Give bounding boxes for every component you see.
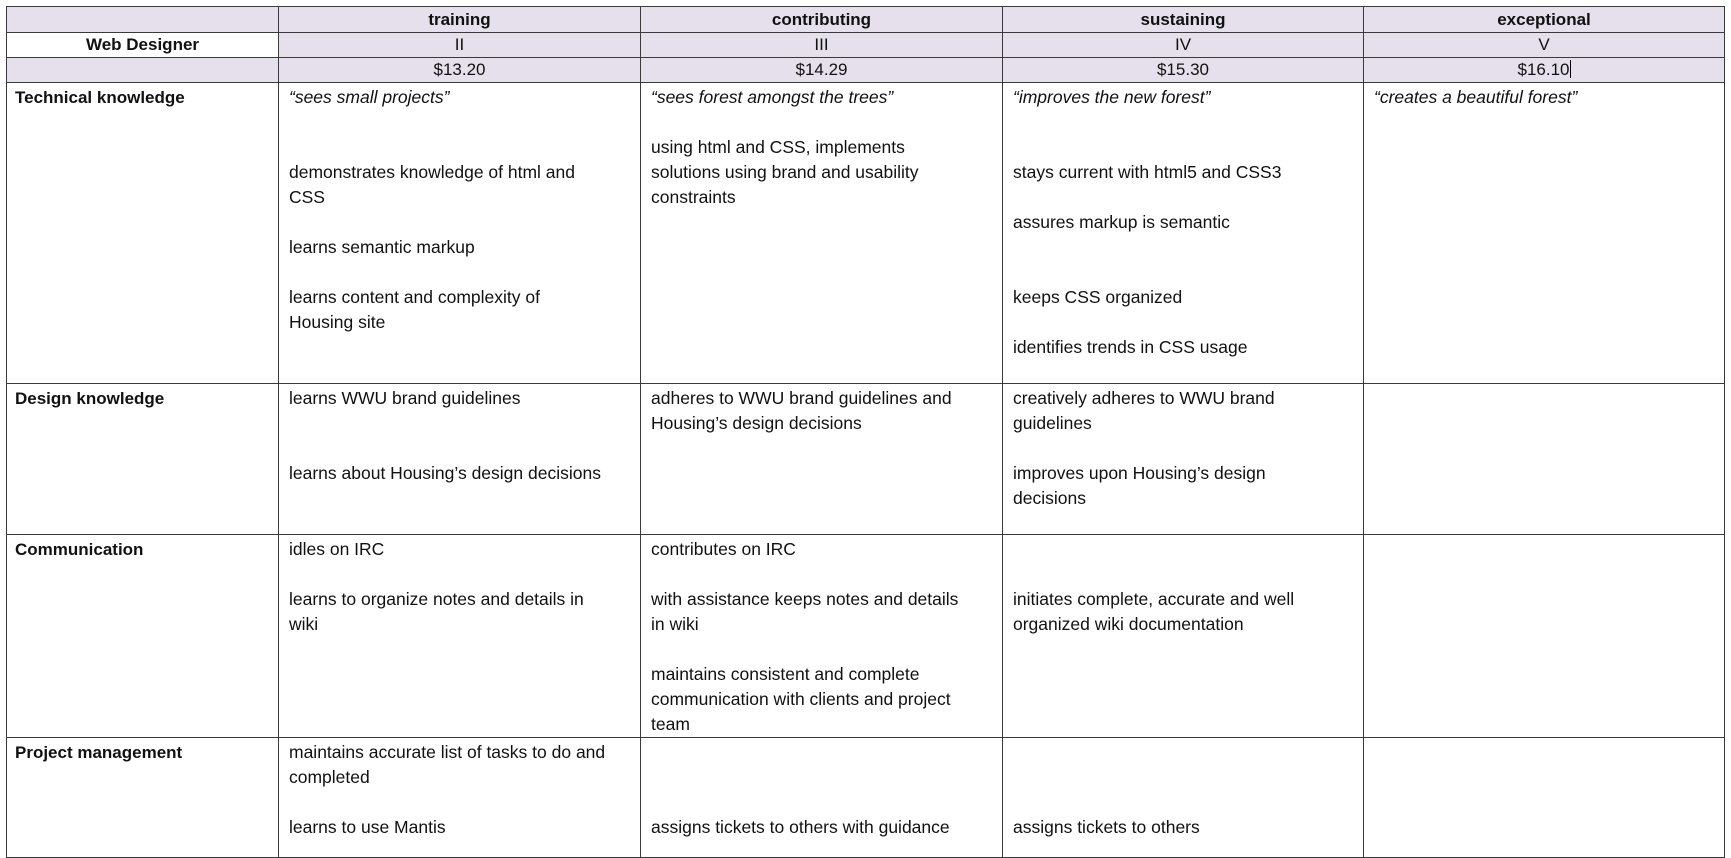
blank-line — [289, 135, 630, 160]
criterion-line: maintains consistent and complete — [651, 664, 920, 684]
blank-line — [289, 562, 630, 587]
blank-line — [289, 110, 630, 135]
level-motto: “sees small projects” — [289, 87, 450, 107]
criterion-line: learns semantic markup — [289, 237, 475, 257]
grade-header-row — [7, 33, 1725, 58]
category-project-management[interactable]: Project management — [7, 738, 279, 858]
role-title[interactable]: Web Designer — [7, 33, 279, 58]
level-contributing[interactable]: contributing — [641, 7, 1003, 33]
cell-project-exceptional[interactable] — [1364, 738, 1725, 858]
cell-communication-exceptional[interactable] — [1364, 535, 1725, 738]
wage-label-cell[interactable] — [7, 58, 279, 83]
criterion-line: learns content and complexity of — [289, 287, 540, 307]
cell-project-contributing[interactable] — [641, 738, 1003, 858]
level-training[interactable]: training — [279, 7, 641, 33]
criterion-line: improves upon Housing’s design — [1013, 463, 1266, 483]
competency-table — [6, 6, 1725, 858]
blank-line — [1013, 110, 1353, 135]
criterion-line: contributes on IRC — [651, 539, 796, 559]
blank-line — [651, 790, 992, 815]
blank-line — [651, 110, 992, 135]
criterion-line: in wiki — [651, 614, 699, 634]
criterion-line: Housing site — [289, 312, 386, 332]
blank-line — [651, 562, 992, 587]
criterion-line: assigns tickets to others with guidance — [651, 817, 950, 837]
row-design-knowledge — [7, 384, 1725, 535]
row-communication — [7, 535, 1725, 738]
cell-technical-exceptional[interactable] — [1364, 83, 1725, 384]
criterion-line: communication with clients and project — [651, 689, 951, 709]
cell-communication-contributing[interactable] — [641, 535, 1003, 738]
wage-exceptional-value: $16.10 — [1517, 60, 1570, 79]
criterion-line: completed — [289, 767, 370, 787]
cell-project-sustaining[interactable] — [1003, 738, 1364, 858]
cell-design-sustaining[interactable] — [1003, 384, 1364, 535]
level-motto: “sees forest amongst the trees” — [651, 87, 894, 107]
row-project-management — [7, 738, 1725, 858]
criterion-line: stays current with html5 and CSS3 — [1013, 162, 1282, 182]
blank-line — [1013, 537, 1353, 562]
criterion-line: guidelines — [1013, 413, 1092, 433]
blank-line — [1013, 185, 1353, 210]
criterion-line: learns to organize notes and details in — [289, 589, 584, 609]
criterion-line: Housing’s design decisions — [651, 413, 862, 433]
level-motto: “improves the new forest” — [1013, 87, 1211, 107]
blank-line — [1013, 765, 1353, 790]
criterion-line: organized wiki documentation — [1013, 614, 1244, 634]
criterion-line: solutions using brand and usability — [651, 162, 919, 182]
cell-communication-training[interactable] — [279, 535, 641, 738]
criterion-line: initiates complete, accurate and well — [1013, 589, 1295, 609]
criterion-line: identifies trends in CSS usage — [1013, 337, 1248, 357]
blank-line — [1013, 310, 1353, 335]
header-corner-cell[interactable] — [7, 7, 279, 33]
blank-line — [1013, 135, 1353, 160]
criterion-line: assigns tickets to others — [1013, 817, 1200, 837]
criterion-line: constraints — [651, 187, 736, 207]
grade-iv[interactable]: IV — [1003, 33, 1364, 58]
cell-design-contributing[interactable] — [641, 384, 1003, 535]
criterion-line: learns about Housing’s design decisions — [289, 463, 601, 483]
wage-header-row — [7, 58, 1725, 83]
criterion-line: keeps CSS organized — [1013, 287, 1183, 307]
criterion-line: using html and CSS, implements — [651, 137, 905, 157]
category-technical-knowledge[interactable]: Technical knowledge — [7, 83, 279, 384]
cell-technical-training[interactable] — [279, 83, 641, 384]
blank-line — [651, 637, 992, 662]
level-header-row — [7, 7, 1725, 33]
criterion-line: maintains accurate list of tasks to do and — [289, 742, 606, 762]
blank-line — [1013, 260, 1353, 285]
criterion-line: assures markup is semantic — [1013, 212, 1230, 232]
category-design-knowledge[interactable]: Design knowledge — [7, 384, 279, 535]
blank-line — [651, 765, 992, 790]
wage-sustaining[interactable]: $15.30 — [1003, 58, 1364, 83]
category-communication[interactable]: Communication — [7, 535, 279, 738]
row-technical-knowledge — [7, 83, 1725, 384]
cell-project-training[interactable] — [279, 738, 641, 858]
criterion-line: with assistance keeps notes and details — [651, 589, 959, 609]
grade-iii[interactable]: III — [641, 33, 1003, 58]
criterion-line: learns to use Mantis — [289, 817, 446, 837]
cell-design-exceptional[interactable] — [1364, 384, 1725, 535]
blank-line — [1013, 790, 1353, 815]
blank-line — [289, 411, 630, 436]
blank-line — [1013, 436, 1353, 461]
cell-technical-sustaining[interactable] — [1003, 83, 1364, 384]
blank-line — [289, 210, 630, 235]
criterion-line: idles on IRC — [289, 539, 385, 559]
level-sustaining[interactable]: sustaining — [1003, 7, 1364, 33]
criterion-line: adheres to WWU brand guidelines and — [651, 388, 952, 408]
level-exceptional[interactable]: exceptional — [1364, 7, 1725, 33]
wage-contributing[interactable]: $14.29 — [641, 58, 1003, 83]
blank-line — [1013, 235, 1353, 260]
blank-line — [289, 260, 630, 285]
criterion-line: team — [651, 714, 690, 734]
criterion-line: learns WWU brand guidelines — [289, 388, 521, 408]
criterion-line: demonstrates knowledge of html and — [289, 162, 575, 182]
text-cursor — [1570, 60, 1571, 78]
criterion-line: decisions — [1013, 488, 1086, 508]
blank-line — [1013, 562, 1353, 587]
criterion-line: wiki — [289, 614, 319, 634]
wage-exceptional[interactable] — [1364, 58, 1725, 83]
blank-line — [651, 740, 992, 765]
cell-technical-contributing[interactable] — [641, 83, 1003, 384]
criterion-line: creatively adheres to WWU brand — [1013, 388, 1275, 408]
wage-training[interactable]: $13.20 — [279, 58, 641, 83]
blank-line — [289, 790, 630, 815]
cell-design-training[interactable] — [279, 384, 641, 535]
grade-ii[interactable]: II — [279, 33, 641, 58]
cell-communication-sustaining[interactable] — [1003, 535, 1364, 738]
grade-v[interactable]: V — [1364, 33, 1725, 58]
blank-line — [1013, 740, 1353, 765]
level-motto: “creates a beautiful forest” — [1374, 87, 1578, 107]
criterion-line: CSS — [289, 187, 325, 207]
blank-line — [289, 436, 630, 461]
